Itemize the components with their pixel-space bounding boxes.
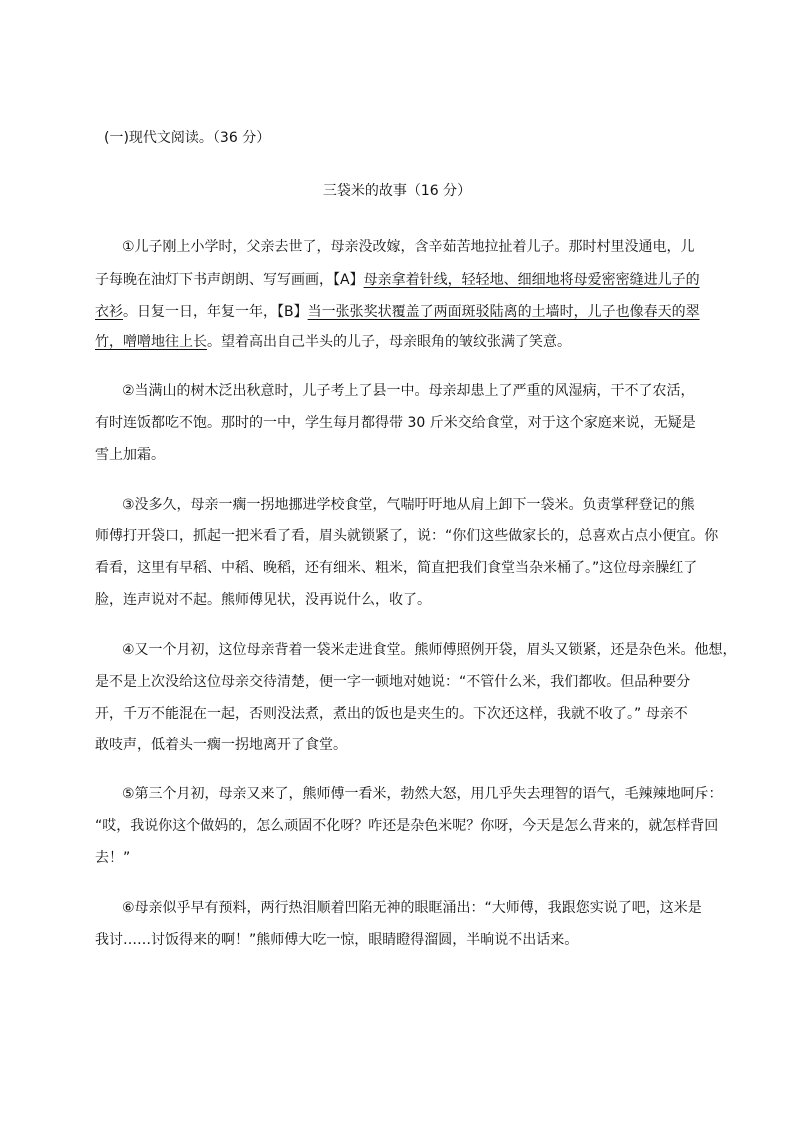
paragraph-1-line-3 bbox=[95, 302, 700, 322]
underlined-sentence-a-end: 衣衫 bbox=[95, 304, 123, 320]
paragraph-4-line-2: 是不是上次没给这位母亲交待清楚，便一字一顿地对她说：“不管什么米，我们都收。但品种要分 bbox=[95, 674, 691, 690]
paragraph-4-line-4: 敢吱声，低着头一瘸一拐地离开了食堂。 bbox=[95, 737, 347, 753]
paragraph-5-line-3: 去！” bbox=[95, 850, 131, 866]
paragraph-1-line-2 bbox=[95, 270, 700, 290]
paragraph-4-line-1: ④又一个月初，这位母亲背着一袋米走进食堂。熊师傅照例开袋，眉头又锁紧，还是杂色米。他想， bbox=[122, 642, 737, 658]
underlined-sentence-b: 当一张张奖状覆盖了两面斑驳陆离的土墙时，儿子也像春天的翠 bbox=[307, 304, 700, 320]
paragraph-1-line-1: ①儿子刚上小学时，父亲去世了，母亲没改嫁，含辛茹苦地拉扯着儿子。那时村里没通电，儿 bbox=[122, 239, 695, 255]
paragraph-1-line-4-text: 。望着高出自己半头的儿子，母亲眼角的皱纹张满了笑意。 bbox=[207, 334, 571, 350]
paragraph-6-line-2: 我讨……讨饭得来的啊！”熊师傅大吃一惊，眼睛瞪得溜圆，半晌说不出话来。 bbox=[95, 932, 579, 948]
section-heading: (一)现代文阅读。（36 分） bbox=[104, 130, 271, 146]
paragraph-6-line-1: ⑥母亲似乎早有预料，两行热泪顺着凹陷无神的眼眶涌出：“大师傅，我跟您实说了吧，这米是 bbox=[122, 900, 702, 916]
paragraph-3-line-2: 师傅打开袋口，抓起一把米看了看，眉头就锁紧了，说：“你们这些做家长的，总喜欢占点小便宜。你 bbox=[95, 528, 719, 544]
paragraph-1-line-2-text: 子每晚在油灯下书声朗朗、写写画画，【A】 bbox=[95, 272, 364, 288]
paragraph-4-line-3: 开，千万不能混在一起，否则没法煮，煮出的饭也是夹生的。下次还这样，我就不收了。” 母亲不 bbox=[95, 706, 688, 722]
paragraph-1-line-3-text: 。日复一日，年复一年，【B】 bbox=[123, 304, 308, 320]
paragraph-3-line-4: 脸，连声说对不起。熊师傅见状，没再说什么，收了。 bbox=[95, 592, 431, 608]
paragraph-2-line-1: ②当满山的树木泛出秋意时，儿子考上了县一中。母亲却患上了严重的风湿病，干不了农活， bbox=[122, 383, 695, 399]
article-title: 三袋米的故事（16 分） bbox=[322, 183, 472, 199]
paragraph-3-line-1: ③没多久，母亲一瘸一拐地挪进学校食堂，气喘吁吁地从肩上卸下一袋米。负责掌秤登记的熊 bbox=[122, 497, 695, 513]
underlined-sentence-b-end: 竹，噌噌地往上长 bbox=[95, 334, 207, 350]
paragraph-5-line-1: ⑤第三个月初，母亲又来了，熊师傅一看米，勃然大怒，用几乎失去理智的语气，毛辣辣地呵斥： bbox=[122, 786, 723, 802]
paragraph-3-line-3: 看看，这里有早稻、中稻、晚稻，还有细米、粗米，简直把我们食堂当杂米桶了。”这位母亲臊红了 bbox=[95, 560, 698, 576]
underlined-sentence-a: 母亲拿着针线，轻轻地、细细地将母爱密密缝进儿子的 bbox=[363, 272, 700, 288]
paragraph-2-line-3: 雪上加霜。 bbox=[95, 447, 165, 463]
paragraph-1-line-4 bbox=[95, 332, 571, 352]
paragraph-2-line-2: 有时连饭都吃不饱。那时的一中，学生每月都得带 30 斤米交给食堂，对于这个家庭来说，无疑是 bbox=[95, 415, 696, 431]
paragraph-5-line-2: “哎，我说你这个做妈的，怎么顽固不化呀？咋还是杂色米呢？你呀，今天是怎么背来的，就怎样背回 bbox=[95, 818, 719, 834]
